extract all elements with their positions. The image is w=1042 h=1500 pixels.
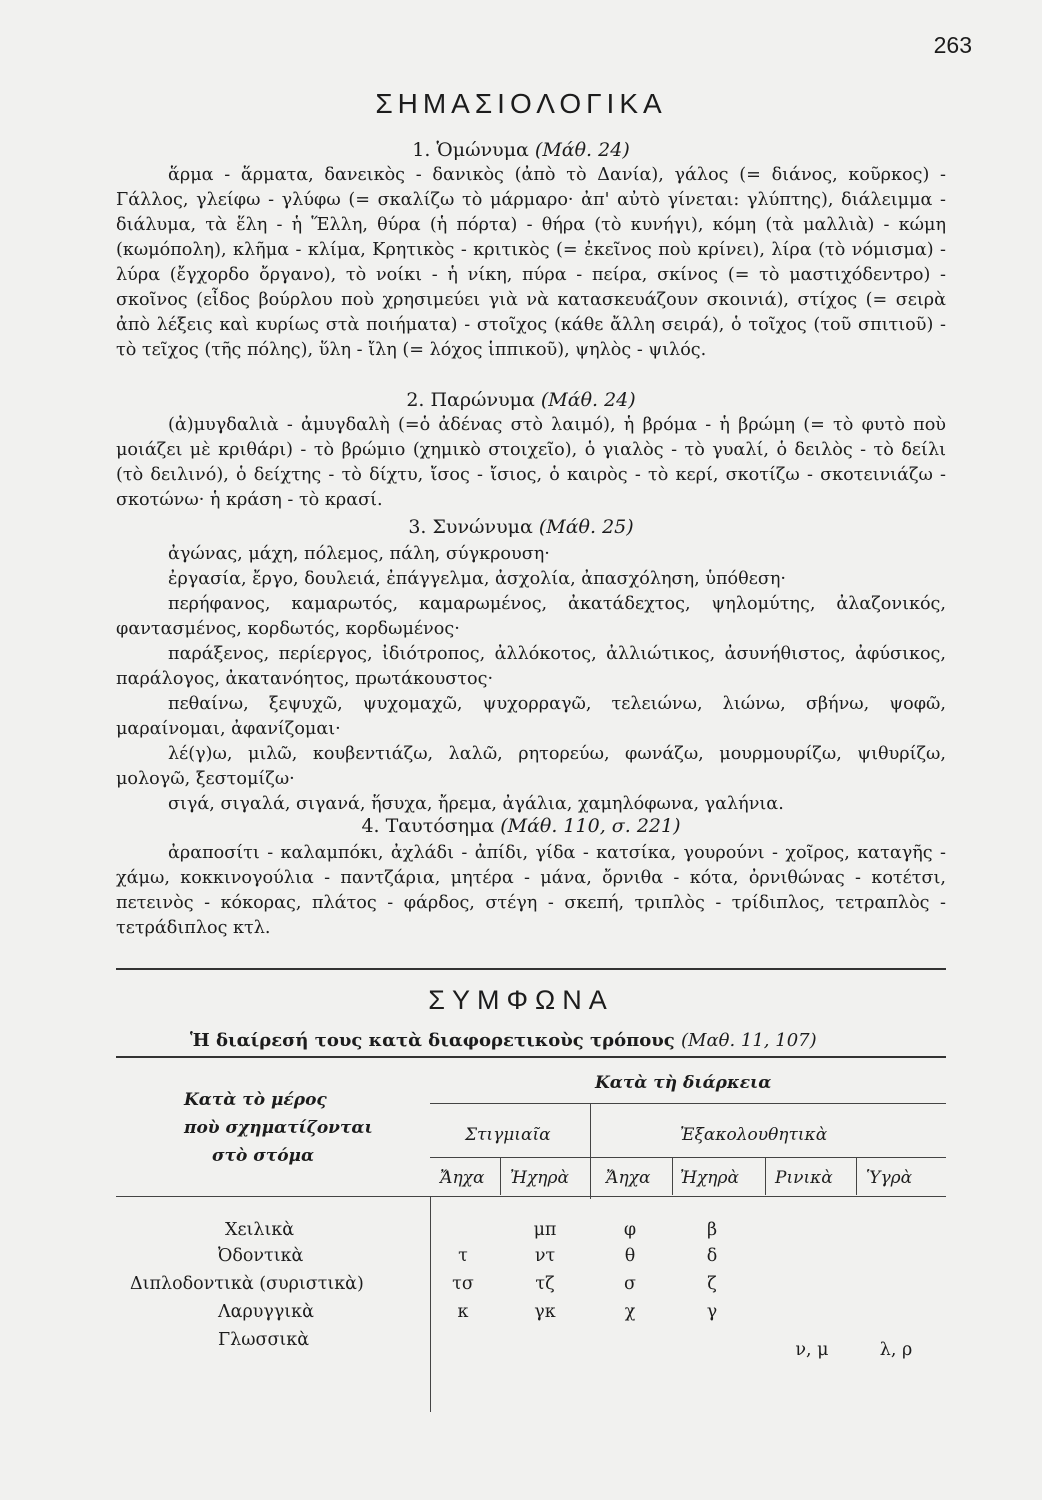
group-divider (590, 1104, 591, 1199)
section-paragraph: ἀραποσίτι - καλαμπόκι, ἀχλάδι - ἀπίδι, γίδα - κατσίκα, γουρούνι - χοῖρος, καταγῆς - χάμω, κοκκινογούλια - παντζάρια, μητέρα - μάνα, ὄρνιθα - κότα, ὀρνιθώνας - κοτέτσι, πετεινὸς - κόκορας, πλάτος - φάρδος, στέγη - σκεπή, τριπλὸς - τρίδιπλος, τετραπλὸς - τετράδιπλος κτλ. (116, 843, 946, 938)
cell: β (706, 1220, 718, 1240)
cell: γ (706, 1302, 718, 1322)
synonym-group: λέ(γ)ω, μιλῶ, κουβεντιάζω, λαλῶ, ρητορεύω, φωνάζω, μουρμουρίζω, ψιθυρίζω, μολογῶ, ξεστομίζω· (116, 744, 946, 789)
cell: τζ (535, 1274, 555, 1294)
row-label: Γλωσσικὰ (218, 1330, 310, 1350)
subheader-voiceless: Ἄηχα (440, 1168, 485, 1188)
col-divider (500, 1158, 501, 1195)
section-heading-text: 1. Ὁμώνυμα (412, 139, 529, 161)
section-reference: (Μάθ. 110, σ. 221) (500, 815, 681, 837)
cell: μπ (533, 1220, 557, 1240)
table-top-rule (116, 1056, 946, 1058)
subheader-voiceless: Ἄηχα (606, 1168, 651, 1188)
row-label: Ὀδοντικὰ (218, 1246, 304, 1266)
section-heading-homonyms (0, 139, 1042, 161)
section-heading-synonyms (0, 516, 1042, 538)
duration-header: Κατὰ τὴ διάρκεια (595, 1073, 772, 1093)
page-number: 263 (933, 32, 972, 58)
place-header-line: στὸ στόμα (212, 1146, 315, 1166)
subheader-voiced: Ἠχηρὰ (510, 1168, 569, 1188)
subheader-nasal: Ρινικὰ (775, 1168, 833, 1188)
synonym-group: σιγά, σιγαλά, σιγανά, ἥσυχα, ἤρεμα, ἀγάλια, χαμηλόφωνα, γαλήνια. (168, 794, 784, 814)
synonym-group: παράξενος, περίεργος, ἰδιότροπος, ἀλλόκοτος, ἀλλιώτικος, ἀσυνήθιστος, ἀφύσικος, παράλογος, ἀκατανόητος, πρωτάκουστος· (116, 644, 946, 689)
page-title: ΣΗΜΑΣΙΟΛΟΓΙΚΑ (375, 88, 667, 119)
consonants-subtitle (190, 1030, 817, 1051)
row-label: Διπλοδοντικὰ (συριστικὰ) (130, 1274, 364, 1294)
section-heading-text: 2. Παρώνυμα (406, 389, 535, 411)
place-header-line: Κατὰ τὸ μέρος (184, 1090, 327, 1110)
synonym-group: ἐργασία, ἔργο, δουλειά, ἐπάγγελμα, ἀσχολία, ἀπασχόληση, ὑπόθεση· (168, 569, 786, 589)
cell: ν, μ (795, 1340, 829, 1360)
row-label: Λαρυγγικὰ (218, 1302, 314, 1322)
cell: λ, ρ (879, 1340, 913, 1360)
cell: ζ (707, 1274, 717, 1294)
section-reference: (Μάθ. 24) (534, 139, 630, 161)
section-heading-text: 3. Συνώνυμα (408, 516, 533, 538)
row-label: Χειλικὰ (225, 1220, 295, 1240)
section-paragraph: (ἀ)μυγδαλιὰ - ἀμυγδαλὴ (=ὁ ἀδένας στὸ λαιμό), ἡ βρόμα - ἡ βρώμη (= τὸ φυτὸ ποὺ μοιάζει μὲ κριθάρι) - τὸ βρώμιο (χημικὸ στοιχεῖο), ὁ γιαλὸς - τὸ γυαλί, ὁ δειλὸς - τὸ δείλι (τὸ δειλινό), ὁ δείχτης - τὸ δίχτυ, ἴσος - ἴσιος, ὁ καιρὸς - τὸ κερί, σκοτίζω - σκοτεινιάζω - σκοτώνω· ἡ κράση - τὸ κρασί. (116, 415, 946, 510)
section-reference: (Μάθ. 24) (540, 389, 636, 411)
subtitle-text: Ἡ διαίρεσή τους κατὰ διαφορετικοὺς τρόπους (190, 1030, 675, 1051)
cell: τ (458, 1246, 468, 1266)
section-heading-tautosemes (0, 815, 1042, 837)
cell: φ (623, 1220, 637, 1240)
synonym-group: ἀγώνας, μάχη, πόλεμος, πάλη, σύγκρουση· (168, 544, 550, 564)
cell: δ (706, 1246, 718, 1266)
subheader-rule (430, 1157, 946, 1158)
synonym-group: περήφανος, καμαρωτός, καμαρωμένος, ἀκατάδεχτος, ψηλομύτης, ἀλαζονικός, φαντασμένος, κορδωτός, κορδωμένος· (116, 594, 946, 639)
subheader-liquid: Ὑγρὰ (866, 1168, 913, 1188)
synonym-group: πεθαίνω, ξεψυχῶ, ψυχομαχῶ, ψυχορραγῶ, τελειώνω, λιώνω, σβήνω, ψοφῶ, μαραίνομαι, ἀφανίζομαι· (116, 694, 946, 739)
cell: κ (457, 1302, 469, 1322)
section-reference: (Μάθ. 25) (538, 516, 634, 538)
momentary-header: Στιγμιαῖα (465, 1125, 551, 1145)
cell: τσ (452, 1274, 474, 1294)
duration-rule (430, 1103, 946, 1104)
body-rule (116, 1196, 946, 1197)
section-heading-text: 4. Ταυτόσημα (361, 815, 495, 837)
cell: θ (624, 1246, 636, 1266)
cell: χ (624, 1302, 636, 1322)
col-divider (765, 1158, 766, 1195)
table-left-rule (430, 1196, 431, 1412)
place-header-line: ποὺ σχηματίζονται (184, 1118, 373, 1138)
section-divider (116, 968, 946, 970)
consonants-title: ΣΥΜΦΩΝΑ (428, 985, 614, 1015)
cell: γκ (534, 1302, 556, 1322)
cell: ντ (534, 1246, 556, 1266)
continuous-header: Ἐξακολουθητικὰ (680, 1125, 828, 1145)
subheader-voiced: Ἠχηρὰ (680, 1168, 739, 1188)
subtitle-reference: (Μαθ. 11, 107) (681, 1030, 817, 1051)
cell: σ (624, 1274, 636, 1294)
section-paragraph: ἅρμα - ἅρματα, δανεικὸς - δανικὸς (ἀπὸ τὸ Δανία), γάλος (= διάνος, κοῦρκος) - Γάλλος, γλείφω - γλύφω (= σκαλίζω τὸ μάρμαρο· ἀπ' αὐτὸ γίνεται: γλύπτης), διάλειμμα - διάλυμα, τὰ ἕλη - ἡ Ἕλλη, θύρα (ἡ πόρτα) - θήρα (τὸ κυνήγι), κόμη (τὰ μαλλιὰ) - κώμη (κωμόπολη), κλῆμα - κλίμα, Κρητικὸς - κριτικὸς (= ἐκεῖνος ποὺ κρίνει), λίρα (τὸ νόμισμα) - λύρα (ἔγχορδο ὄργανο), τὸ νοίκι - ἡ νίκη, πύρα - πείρα, σκίνος (= τὸ μαστιχόδεντρο) - σκοῖνος (εἶδος βούρλου ποὺ χρησιμεύει γιὰ νὰ κατασκευάζουν σκοινιά), στίχος (= σειρὰ ἀπὸ λέξεις καὶ κυρίως στὰ ποιήματα) - στοῖχος (κάθε ἄλλη σειρά), ὁ τοῖχος (τοῦ σπιτιοῦ) - τὸ τεῖχος (τῆς πόλης), ὕλη - ἴλη (= λόχος ἱππικοῦ), ψηλὸς - ψιλός. (116, 165, 946, 360)
col-divider (856, 1158, 857, 1195)
section-heading-paronyms (0, 389, 1042, 411)
col-divider (672, 1158, 673, 1195)
